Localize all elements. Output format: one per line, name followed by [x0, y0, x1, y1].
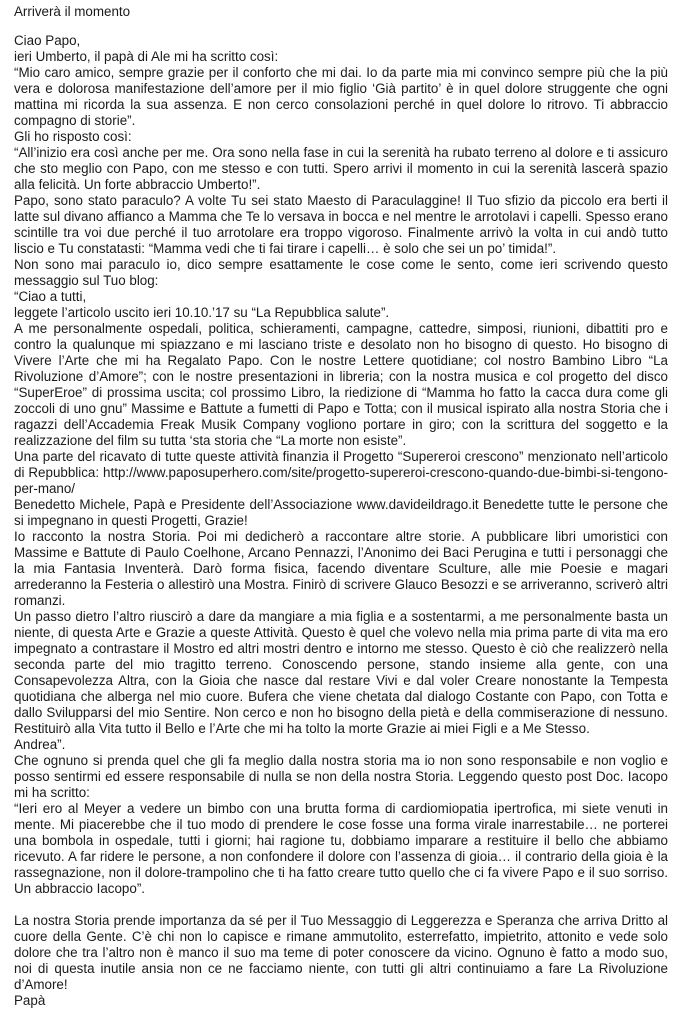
blog-paragraph-association: Benedetto Michele, Papà e Presidente dell’Associazione www.davideildrago.it Benedette tutte le persone che si impegnano in questi Progetti, Grazie! [14, 497, 668, 528]
blog-paragraph-story: Io racconto la nostra Storia. Poi mi dedicherò a raccontare altre storie. A pubblicare libri umoristici con Massime e Battute di Paulo Coelhone, Arcano Pennazzi, l’Anonimo dei Baci Perugina e tutti i personaggi che la mia Fantasia Inventerà. Darò forma fisica, facendo diventare Sculture, alle mie Poesie e magari arrederanno la Festeria o allestirò una Mostra. Finirò di scrivere Glauco Besozzi e se arriveranno, scriverò altri romanzi. [14, 529, 668, 608]
blog-paragraph-project: Una parte del ricavato di tutte queste attività finanzia il Progetto “Supereroi crescono” menzionato nell’articolo di Repubblica: http://www.paposuperhero.com/site/progetto-supereroi-crescono-quando-due-bimbi-si-tengono-per-mano/ [14, 449, 668, 496]
quote-reply: “All’inizio era così anche per me. Ora sono nella fase in cui la serenità ha rubato terreno al dolore e ti assicuro che sto meglio con Papo, con me stesso e con tutti. Spero arrivi il momento in cui la serenità lascerà spazio alla felicità. Un forte abbraccio Umberto!”. [14, 145, 668, 192]
paragraph-closing: La nostra Storia prende importanza da sé per il Tuo Messaggio di Leggerezza e Speranza che arriva Dritto al cuore della Gente. C’è chi non lo capisce e rimane ammutolito, esterrefatto, impietrito, attonito e vede solo dolore che tra l’altro non è manco il suo ma teme di poter conoscere da vicino. Ognuno è fatto a modo suo, noi di questa inutile ansia non ce ne facciamo niente, con tutti gli altri continuiamo a fare La Rivoluzione d’Amore! [14, 913, 668, 992]
quote-iacopo: “Ieri ero al Meyer a vedere un bimbo con una brutta forma di cardiomiopatia ipertrofica, mi siete venuti in mente. Mi piacerebbe che il tuo modo di prendere le cose fosse una forma virale inarrestabile… ne porterei una bombola in ospedale, tutti i giorni; hai ragione tu, dobbiamo imparare a restituire il bello che abbiamo ricevuto. A far ridere le persone, a non confondere il dolore con l’assenza di gioia… il contrario della gioia è la rassegnazione, non il dolore-trampolino che ti ha fatto creare tutto quello che ci fa vivere Papo e il suo sorriso. Un abbraccio Iacopo”. [14, 801, 668, 896]
blog-signature: Andrea”. [14, 737, 66, 752]
paragraph-blog-intro: Non sono mai paraculo io, dico sempre esattamente le cose come le sento, come ieri scrivendo questo messaggio sul Tuo blog: [14, 257, 668, 288]
greeting: Ciao Papo, [14, 33, 81, 48]
paragraph-paraculo: Papo, sono stato paraculo? A volte Tu sei stato Maesto di Paraculaggine! Il Tuo sfizio da piccolo era berti il latte sul divano affianco a Mamma che Te lo versava in bocca e nel mentre le arrotolavi i capelli. Spesso erano scintille tra voi due perché il tuo arrotolare era troppo vigoroso. Finalmente arrivò la volta in cui andò tutto liscio e Tu constatasti: “Mamma vedi che ti fai tirare i capelli… è solo che sei un po’ timida!”. [14, 193, 668, 256]
blog-greeting: “Ciao a tutti, [14, 289, 87, 304]
paragraph-gap [14, 897, 668, 913]
signature: Papà [14, 993, 46, 1008]
quote-umberto: “Mio caro amico, sempre grazie per il conforto che mi dai. Io da parte mia mi convinco sempre più che la più vera e dolorosa manifestazione dell’amore per il mio figlio ‘Già partito’ è in quel dolore struggente che ogni mattina mi ricorda la sua assenza. E non cerco consolazioni perché in quel dolore lo ritrovo. Ti abbraccio compagno di storie”. [14, 65, 668, 128]
page-title: Arriverà il momento [14, 4, 131, 19]
blog-paragraph-life: Un passo dietro l’altro riuscirò a dare da mangiare a mia figlia e a sostentarmi, a me personalmente basta un niente, di questa Arte e Grazie a queste Attività. Questo è quel che volevo nella mia prima parte di vita ma ero impegnato a contrastare il Mostro ed altri mostri dentro e intorno me stesso. Questo è ciò che realizzerò nella seconda parte del mio tragitto terreno. Conoscendo persone, stando insieme alla gente, con una Consapevolezza Altra, con la Gioia che nasce dal restare Vivi e dal voler Creare nonostante la Tempesta quotidiana che alberga nel mio cuore. Bufera che viene chetata dal dialogo Costante con Papo, con Totta e dallo Svilupparsi del mio Sentire. Non cerco e non ho bisogno della pietà e della commiserazione di nessuno. Restituirò alla Vita tutto il Bello e l’Arte che mi ha tolto la morte Grazie ai miei Figli e a Me Stesso. [14, 609, 668, 736]
blog-paragraph-art: A me personalmente ospedali, politica, schieramenti, campagne, cattedre, simposi, riunioni, dibattiti pro e contro la qualunque mi spiazzano e mi lasciano triste e desolato non ho bisogno di questo. Ho bisogno di Vivere l’Arte che mi ha Regalato Papo. Con le nostre Lettere quotidiane; col nostro Bambino Libro “La Rivoluzione d’Amore”; con le nostre presentazioni in libreria; con la nostra musica e col progetto del disco “SuperEroe” di prossima uscita; col prossimo Libro, la riedizione di “Mamma ho fatto la cacca dura come gli zoccoli di uno gnu” Massime e Battute a fumetti di Papo e Totta; con il musical ispirato alla nostra Storia che i ragazzi dell’Accademia Freak Musik Company vogliono portare in giro; con la scrittura del soggetto e la realizzazione del film su tutta ‘sta storia che “La morte non esiste”. [14, 321, 668, 448]
blog-article-line: leggete l’articolo uscito ieri 10.10.’17 su “La Repubblica salute”. [14, 305, 390, 320]
intro-line: ieri Umberto, il papà di Ale mi ha scritto così: [14, 49, 279, 64]
reply-intro: Gli ho risposto così: [14, 129, 132, 144]
paragraph-responsibility: Che ognuno si prenda quel che gli fa meglio dalla nostra storia ma io non sono responsabile e non voglio e posso sentirmi ed essere responsabile di nulla se non della nostra Storia. Leggendo questo post Doc. Iacopo mi ha scritto: [14, 753, 668, 800]
